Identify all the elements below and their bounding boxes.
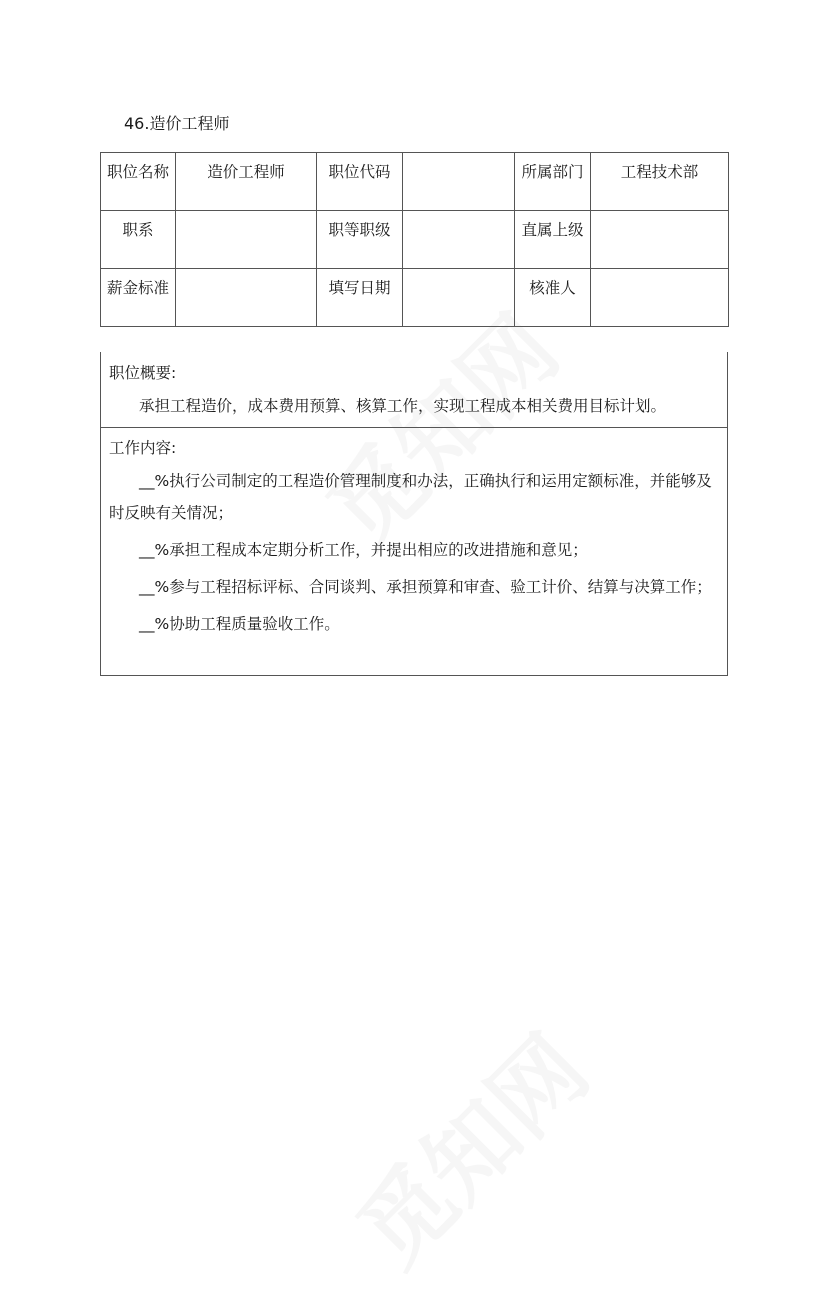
label-job-grade: 职等职级 — [317, 211, 403, 269]
value-approver — [591, 269, 729, 327]
label-fill-date: 填写日期 — [317, 269, 403, 327]
table-row — [101, 269, 729, 327]
page-title: 46.造价工程师 — [124, 114, 230, 133]
label-salary-standard: 薪金标准 — [101, 269, 176, 327]
watermark-bottom — [324, 1002, 613, 1290]
table-row — [101, 211, 729, 269]
duties-title: 工作内容: — [109, 439, 177, 457]
list-item: __%协助工程质量验收工作。 — [139, 615, 340, 633]
value-salary-standard — [176, 269, 317, 327]
label-job-family: 职系 — [101, 211, 176, 269]
list-item: __%执行公司制定的工程造价管理制度和办法，正确执行和运用定额标准，并能够及时反映有关情况； — [109, 472, 712, 522]
position-summary-section — [100, 352, 728, 428]
label-department: 所属部门 — [515, 153, 591, 211]
table-row — [101, 153, 729, 211]
summary-text: 承担工程造价，成本费用预算、核算工作，实现工程成本相关费用目标计划。 — [139, 397, 667, 415]
value-fill-date — [403, 269, 515, 327]
label-position-code: 职位代码 — [317, 153, 403, 211]
job-duties-section — [100, 427, 728, 676]
value-position-name: 造价工程师 — [176, 153, 317, 211]
value-job-grade — [403, 211, 515, 269]
position-info-table — [100, 152, 729, 327]
list-item: __%参与工程招标评标、合同谈判、承担预算和审查、验工计价、结算与决算工作； — [139, 578, 712, 596]
list-item: __%承担工程成本定期分析工作，并提出相应的改进措施和意见； — [139, 541, 588, 559]
value-position-code — [403, 153, 515, 211]
value-department: 工程技术部 — [591, 153, 729, 211]
value-job-family — [176, 211, 317, 269]
label-position-name: 职位名称 — [101, 153, 176, 211]
label-direct-superior: 直属上级 — [515, 211, 591, 269]
value-direct-superior — [591, 211, 729, 269]
summary-title: 职位概要: — [109, 364, 177, 382]
label-approver: 核准人 — [515, 269, 591, 327]
